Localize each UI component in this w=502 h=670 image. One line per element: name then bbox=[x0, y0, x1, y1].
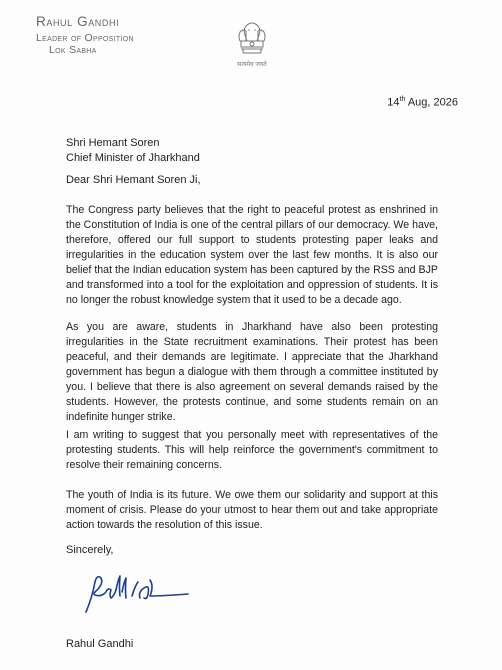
emblem-caption: सत्यमेव जयते bbox=[237, 61, 267, 68]
addressee-name: Shri Hemant Soren bbox=[66, 137, 160, 149]
date-rest: Aug, 2026 bbox=[405, 96, 458, 109]
date-day: 14 bbox=[387, 96, 400, 109]
closing: Sincerely, bbox=[66, 544, 114, 556]
handwritten-signature bbox=[76, 568, 196, 618]
letterhead-role: Leader of Opposition bbox=[36, 32, 134, 44]
letterhead-house: Lok Sabha bbox=[49, 44, 97, 56]
letterhead-name: Rahul Gandhi bbox=[36, 14, 120, 29]
date-suffix: th bbox=[399, 96, 406, 103]
letter-date bbox=[387, 96, 458, 109]
body-paragraph: The youth of India is its future. We owe them our solidarity and support at this moment of crisis. Please do your utmost to hear them out and take appropriate action towards the resolution of this issue. bbox=[66, 489, 438, 531]
addressee-title: Chief Minister of Jharkhand bbox=[66, 152, 200, 164]
addressee-block bbox=[66, 136, 200, 166]
national-emblem-icon bbox=[232, 18, 272, 76]
body-paragraph: I am writing to suggest that you personally meet with representatives of the protesting students. This will help reinforce the government's commitment to resolve their remaining concerns. bbox=[66, 429, 438, 471]
letterhead bbox=[36, 14, 134, 56]
signer-name: Rahul Gandhi bbox=[66, 638, 134, 650]
body-paragraph: The Congress party believes that the right to peaceful protest as enshrined in the Constitution of India is one of the central pillars of our democracy. We have, therefore, offered our full support to students protesting paper leaks and irregularities in the education system over the last few months. It is also our belief that the Indian education system has been captured by the RSS and BJP and transformed into a tool for the exploitation and oppression of students. It is no longer the robust knowledge system that it used to be a decade ago. bbox=[66, 204, 438, 306]
salutation: Dear Shri Hemant Soren Ji, bbox=[66, 174, 201, 186]
body-paragraph: As you are aware, students in Jharkhand have also been protesting irregularities in the State recruitment examinations. Their protest has been peaceful, and their demands are legitimate. I appreciate that the Jharkhand government has begun a dialogue with them through a committee instituted by you. I believe that there is also agreement on several demands raised by the students. However, the protests continue, and some students remain on an indefinite hunger strike. bbox=[66, 321, 438, 423]
